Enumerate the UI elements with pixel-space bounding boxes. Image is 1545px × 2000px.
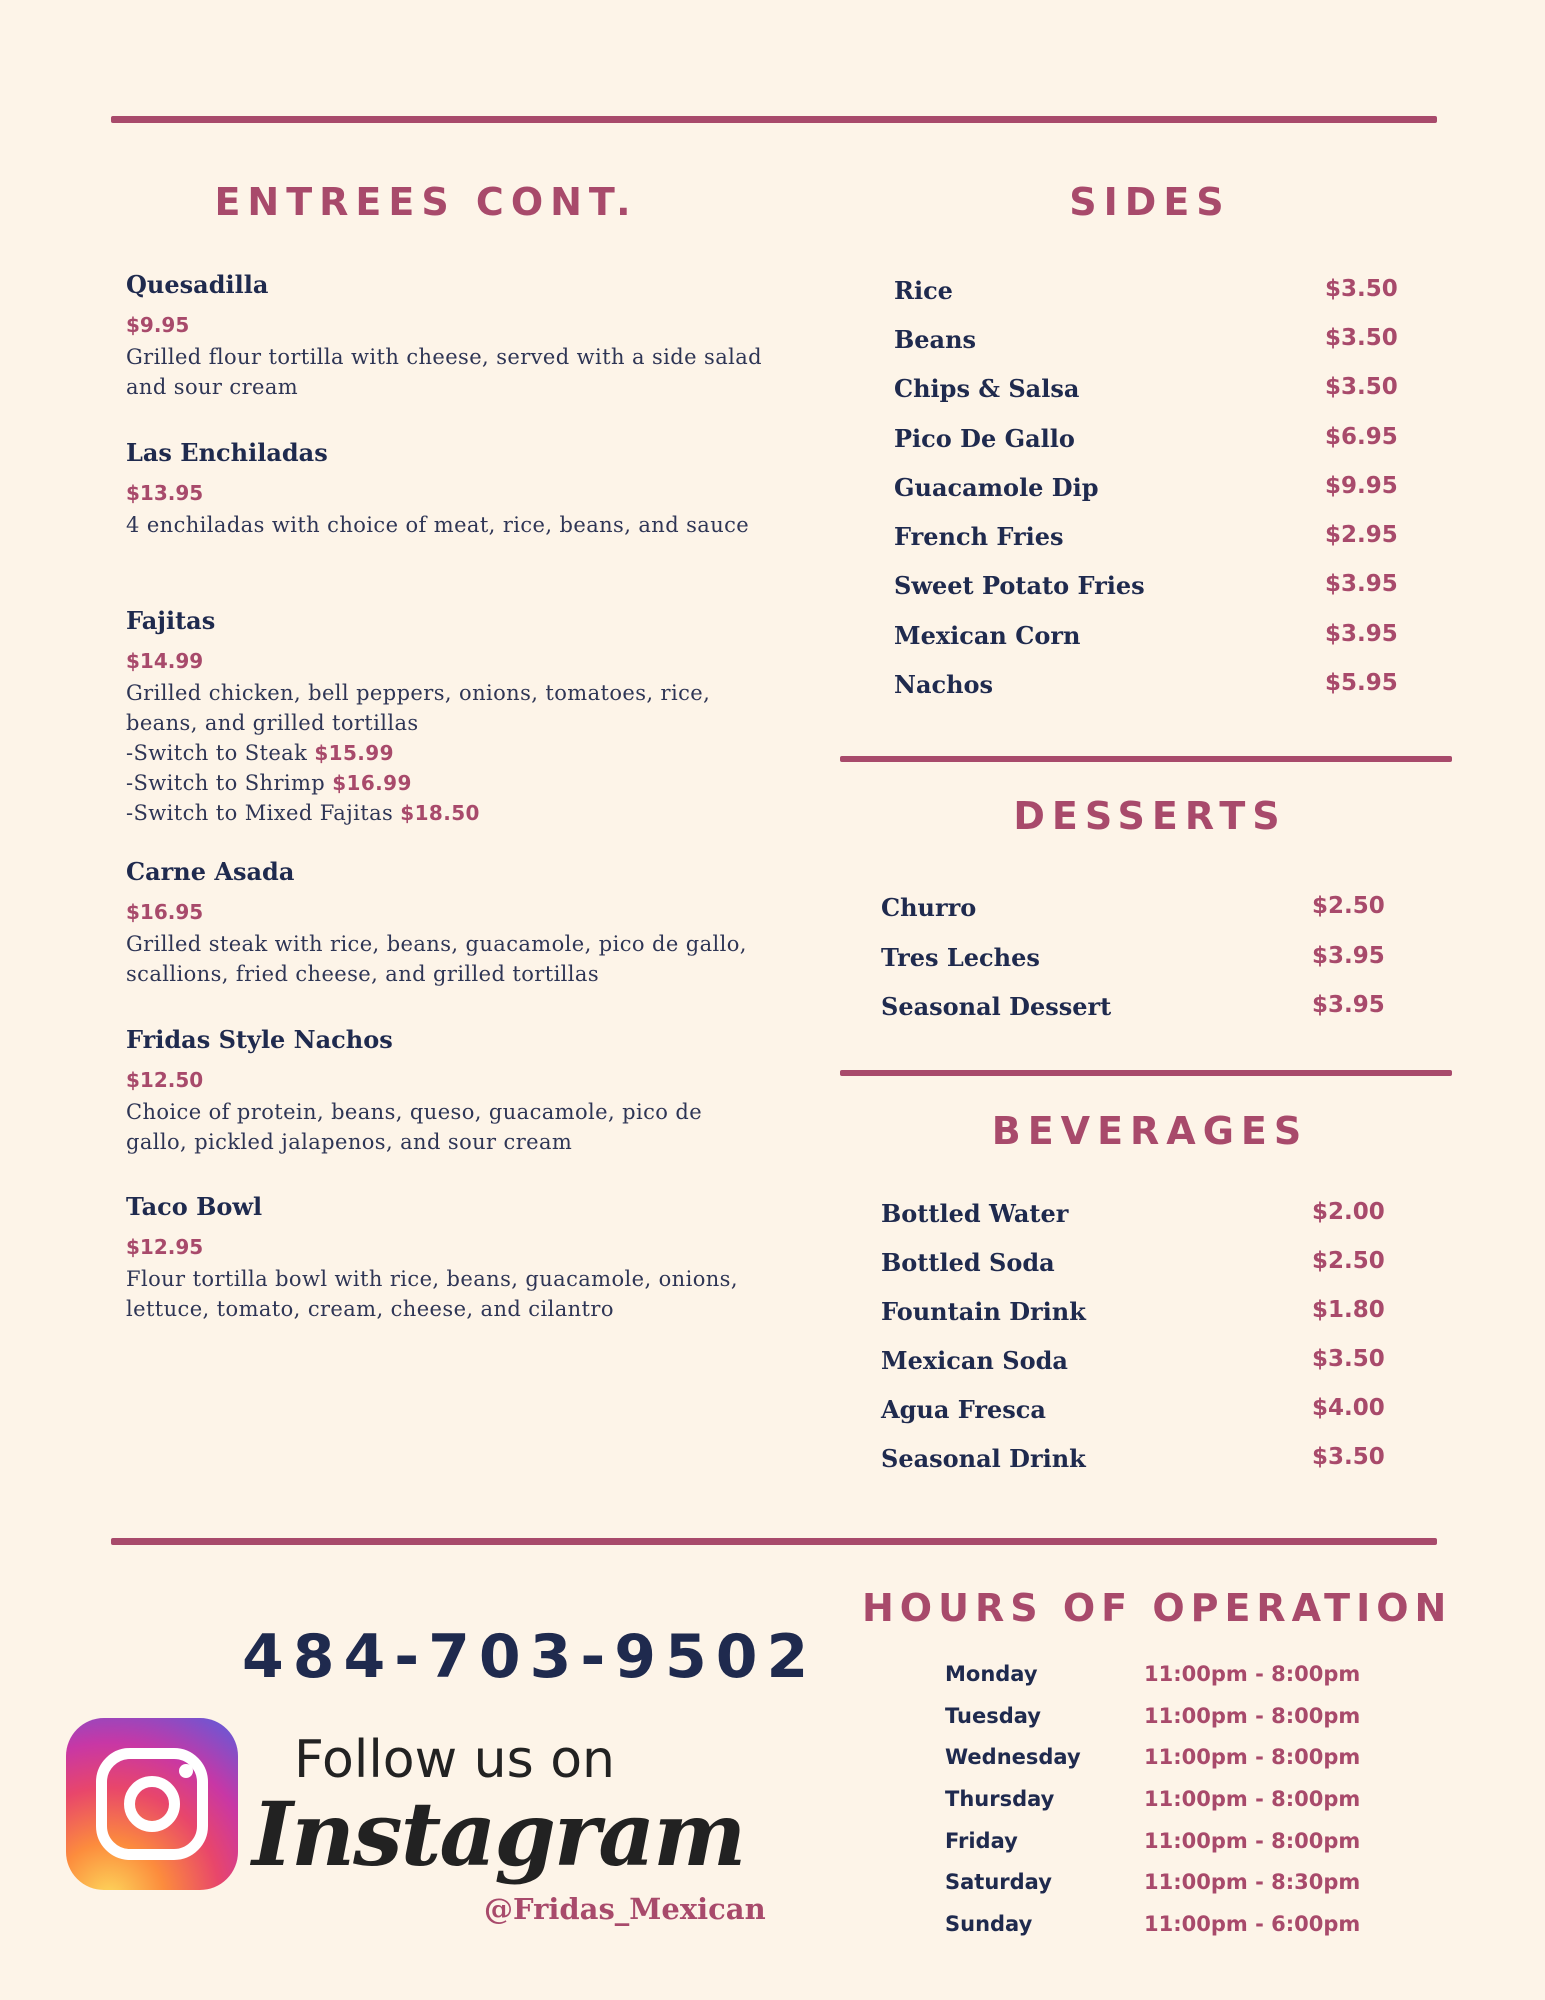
day-hours: 11:00pm - 8:00pm xyxy=(1144,1662,1361,1686)
option-label: -Switch to Steak xyxy=(126,741,308,765)
side-row xyxy=(894,621,1404,661)
instagram-handle[interactable]: @Fridas_Mexican xyxy=(484,1892,766,1926)
day-label: Tuesday xyxy=(945,1704,1041,1728)
day-hours: 11:00pm - 8:00pm xyxy=(1144,1745,1361,1769)
item-name: Carne Asada xyxy=(126,857,295,886)
beverage-price: $2.50 xyxy=(1312,1248,1385,1274)
beverage-name: Agua Fresca xyxy=(881,1395,1046,1424)
side-price: $6.95 xyxy=(1325,424,1398,450)
side-price: $3.95 xyxy=(1325,621,1398,647)
option-price: $15.99 xyxy=(314,741,394,765)
option-price: $16.99 xyxy=(332,771,412,795)
side-row xyxy=(894,522,1404,562)
dessert-name: Tres Leches xyxy=(881,943,1040,972)
side-name: Guacamole Dip xyxy=(894,473,1099,502)
instagram-wordmark: Instagram xyxy=(252,1782,745,1886)
day-hours: 11:00pm - 8:00pm xyxy=(1144,1704,1361,1728)
menu-item xyxy=(126,1025,766,1157)
instagram-icon-dot xyxy=(179,1764,193,1778)
desserts-beverages-divider xyxy=(840,1070,1452,1076)
menu-item xyxy=(126,270,766,402)
item-price: $16.95 xyxy=(126,900,204,924)
side-name: Mexican Corn xyxy=(894,621,1081,650)
option-label: -Switch to Shrimp xyxy=(126,771,326,795)
hours-row xyxy=(945,1704,1465,1740)
beverage-price: $1.80 xyxy=(1312,1297,1385,1323)
dessert-row xyxy=(881,943,1401,983)
beverage-name: Bottled Soda xyxy=(881,1248,1055,1277)
side-name: Rice xyxy=(894,276,953,305)
item-description: Grilled chicken, bell peppers, onions, tomatoes, rice, beans, and grilled tortillas xyxy=(126,681,711,735)
top-divider xyxy=(111,116,1437,123)
beverage-row xyxy=(881,1444,1401,1484)
hours-heading: HOURS OF OPERATION xyxy=(862,1586,1453,1630)
menu-item xyxy=(126,438,766,540)
beverages-heading: BEVERAGES xyxy=(991,1109,1309,1153)
day-label: Thursday xyxy=(945,1787,1055,1811)
item-name: Las Enchiladas xyxy=(126,438,328,467)
dessert-price: $2.50 xyxy=(1312,893,1385,919)
beverage-price: $3.50 xyxy=(1312,1444,1385,1470)
item-description: Choice of protein, beans, queso, guacamole, pico de gallo, pickled jalapenos, and sour cream xyxy=(126,1100,703,1154)
item-name: Fridas Style Nachos xyxy=(126,1025,393,1054)
beverage-name: Bottled Water xyxy=(881,1199,1069,1228)
side-row xyxy=(894,670,1404,710)
menu-item xyxy=(126,1192,766,1324)
hours-row xyxy=(945,1662,1465,1698)
item-option xyxy=(126,798,766,828)
day-label: Saturday xyxy=(945,1870,1052,1894)
side-row xyxy=(894,325,1404,365)
sides-heading: SIDES xyxy=(1069,180,1231,224)
side-price: $3.50 xyxy=(1325,325,1398,351)
item-price: $14.99 xyxy=(126,649,204,673)
side-row xyxy=(894,276,1404,316)
instagram-icon[interactable] xyxy=(66,1718,238,1890)
side-price: $2.95 xyxy=(1325,522,1398,548)
side-row xyxy=(894,571,1404,611)
side-name: Chips & Salsa xyxy=(894,374,1080,403)
day-label: Friday xyxy=(945,1829,1018,1853)
side-name: French Fries xyxy=(894,522,1064,551)
hours-row xyxy=(945,1870,1465,1906)
phone-number[interactable]: 484-703-9502 xyxy=(242,1622,818,1692)
item-option xyxy=(126,768,766,798)
day-hours: 11:00pm - 8:00pm xyxy=(1144,1787,1361,1811)
beverage-price: $3.50 xyxy=(1312,1346,1385,1372)
instagram-icon-lens xyxy=(124,1776,180,1832)
item-name: Taco Bowl xyxy=(126,1192,263,1221)
day-label: Sunday xyxy=(945,1912,1033,1936)
footer-divider xyxy=(111,1538,1437,1545)
side-name: Sweet Potato Fries xyxy=(894,571,1145,600)
menu-item xyxy=(126,606,766,828)
side-name: Pico De Gallo xyxy=(894,424,1075,453)
side-row xyxy=(894,374,1404,414)
day-hours: 11:00pm - 6:00pm xyxy=(1144,1912,1361,1936)
item-description: Grilled flour tortilla with cheese, served with a side salad and sour cream xyxy=(126,345,763,399)
dessert-name: Churro xyxy=(881,893,977,922)
item-price: $13.95 xyxy=(126,481,204,505)
hours-row xyxy=(945,1912,1465,1948)
side-name: Beans xyxy=(894,325,977,354)
beverage-price: $4.00 xyxy=(1312,1395,1385,1421)
dessert-name: Seasonal Dessert xyxy=(881,992,1112,1021)
follow-us-text: Follow us on xyxy=(294,1730,615,1790)
side-price: $3.50 xyxy=(1325,374,1398,400)
beverage-name: Fountain Drink xyxy=(881,1297,1086,1326)
sides-desserts-divider xyxy=(840,756,1452,762)
beverage-row xyxy=(881,1395,1401,1435)
day-label: Wednesday xyxy=(945,1745,1081,1769)
item-name: Quesadilla xyxy=(126,270,269,299)
item-description: Grilled steak with rice, beans, guacamole, pico de gallo, scallions, fried cheese, and grilled tortillas xyxy=(126,932,747,986)
day-hours: 11:00pm - 8:00pm xyxy=(1144,1829,1361,1853)
side-row xyxy=(894,473,1404,513)
option-label: -Switch to Mixed Fajitas xyxy=(126,801,394,825)
beverage-row xyxy=(881,1199,1401,1239)
item-price: $9.95 xyxy=(126,313,190,337)
side-price: $5.95 xyxy=(1325,670,1398,696)
beverage-price: $2.00 xyxy=(1312,1199,1385,1225)
item-description: 4 enchiladas with choice of meat, rice, beans, and sauce xyxy=(126,513,750,537)
entrees-heading: ENTREES CONT. xyxy=(214,180,638,224)
side-price: $9.95 xyxy=(1325,473,1398,499)
day-label: Monday xyxy=(945,1662,1038,1686)
desserts-heading: DESSERTS xyxy=(1013,794,1287,838)
side-price: $3.50 xyxy=(1325,276,1398,302)
side-name: Nachos xyxy=(894,670,994,699)
dessert-price: $3.95 xyxy=(1312,943,1385,969)
day-hours: 11:00pm - 8:30pm xyxy=(1144,1870,1361,1894)
beverage-row xyxy=(881,1248,1401,1288)
item-description: Flour tortilla bowl with rice, beans, guacamole, onions, lettuce, tomato, cream, cheese, and cilantro xyxy=(126,1267,738,1321)
beverage-row xyxy=(881,1346,1401,1386)
hours-row xyxy=(945,1787,1465,1823)
item-name: Fajitas xyxy=(126,606,216,635)
option-price: $18.50 xyxy=(400,801,480,825)
beverage-name: Seasonal Drink xyxy=(881,1444,1086,1473)
hours-row xyxy=(945,1829,1465,1865)
item-option xyxy=(126,738,766,768)
dessert-row xyxy=(881,992,1401,1032)
dessert-row xyxy=(881,893,1401,933)
side-row xyxy=(894,424,1404,464)
hours-row xyxy=(945,1745,1465,1781)
item-price: $12.50 xyxy=(126,1068,204,1092)
beverage-row xyxy=(881,1297,1401,1337)
side-price: $3.95 xyxy=(1325,571,1398,597)
menu-item xyxy=(126,857,766,989)
item-price: $12.95 xyxy=(126,1235,204,1259)
dessert-price: $3.95 xyxy=(1312,992,1385,1018)
beverage-name: Mexican Soda xyxy=(881,1346,1068,1375)
